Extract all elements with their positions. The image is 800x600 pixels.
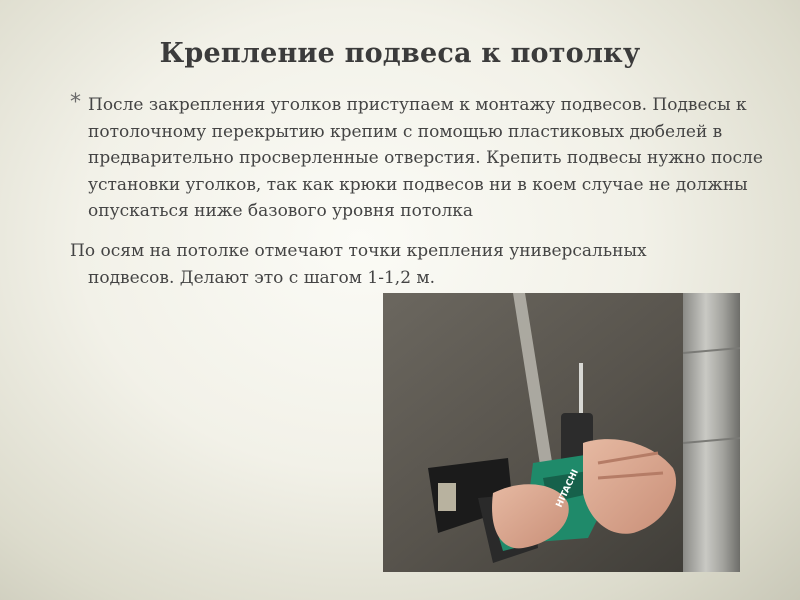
drill-photo bbox=[383, 293, 740, 572]
bullet-marker: * bbox=[70, 90, 81, 115]
paragraph-2 bbox=[70, 238, 710, 292]
paragraph-2-line-2: подвесов. Делают это с шагом 1-1,2 м. bbox=[88, 268, 436, 288]
drill-photo-image bbox=[383, 293, 740, 572]
drill-brand-label: HITACHI bbox=[554, 468, 581, 510]
paragraph-2-line-1: По осям на потолке отмечают точки крепления универсальных bbox=[70, 241, 647, 261]
paragraph-1: После закрепления уголков приступаем к монтажу подвесов. Подвесы к потолочному перекрытию крепим с помощью пластиковых дюбелей в предварительно просверленные отверстия. Крепить подвесы нужно после установки уголков, так как крюки подвесов ни в коем случае не должны опускаться ниже базового уровня потолка bbox=[88, 95, 763, 221]
slide-title: Крепление подвеса к потолку bbox=[159, 38, 641, 69]
